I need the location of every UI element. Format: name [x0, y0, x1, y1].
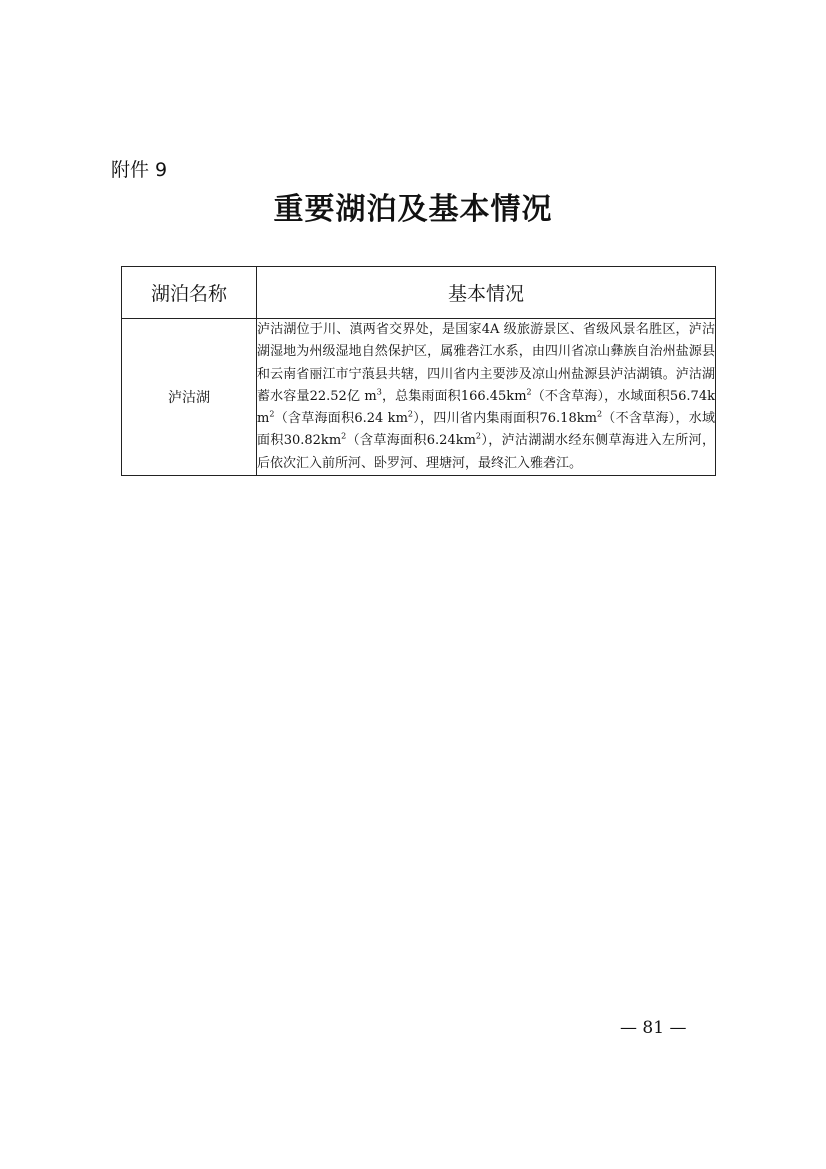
- superscript: 2: [341, 432, 347, 442]
- superscript: 3: [376, 387, 382, 397]
- description-text: （不含草海），水域面积30.82km: [257, 411, 715, 449]
- description-text: 泸沽湖位于川、滇两省交界处，是国家4A 级旅游景区、省级风景名胜区，泸沽湖湿地为州级湿地自然保护区，属雅砻江水系，由四川省凉山彝族自治州盐源县和云南省丽江市宁蒗县共辖，四川省内主要涉及凉山州盐源县泸沽湖镇。泸沽湖蓄水容量22.52亿 m: [257, 322, 715, 404]
- attachment-label: 附件 9: [111, 159, 168, 181]
- description-text: ），泸沽湖湖水经东侧草海进入左所河，后依次汇入前所河、卧罗河、理塘河，最终汇入雅砻江。: [257, 433, 715, 471]
- column-header-basic-info: 基本情况: [257, 267, 716, 319]
- description-text: ，总集雨面积166.45km: [381, 388, 527, 404]
- column-header-lake-name: 湖泊名称: [122, 267, 257, 319]
- description-text: （含草海面积6.24 km: [274, 411, 408, 427]
- page-title: 重要湖泊及基本情况: [273, 192, 553, 227]
- table-header-row: [122, 267, 716, 319]
- lake-description-cell: [257, 319, 716, 476]
- lake-info-table: [121, 266, 716, 476]
- superscript: 2: [407, 409, 413, 419]
- description-text: ），四川省内集雨面积76.18km: [413, 411, 597, 427]
- table-row: [122, 319, 716, 476]
- superscript: 2: [596, 409, 603, 419]
- description-text: （不含草海），水域面积56.74km: [257, 388, 715, 427]
- superscript: 2: [475, 432, 482, 442]
- lake-name-cell: 泸沽湖: [122, 319, 257, 476]
- description-text: （含草海面积6.24km: [346, 433, 476, 449]
- superscript: 2: [526, 387, 532, 397]
- page-number: — 81 —: [620, 1018, 687, 1038]
- superscript: 2: [269, 409, 275, 419]
